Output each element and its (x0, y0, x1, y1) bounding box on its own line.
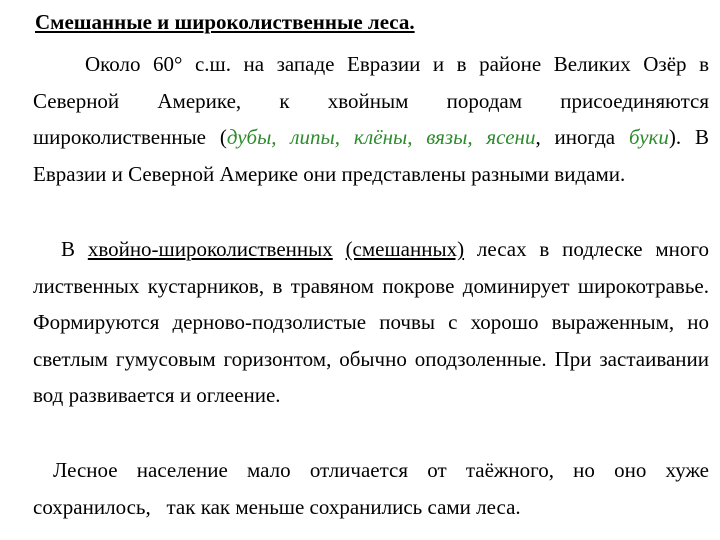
beech-term: буки (628, 125, 669, 149)
paragraph-mixed-rest: лесах в подлеске много лиственных кустарников, в травяном покрове доминирует широкотравье. Формируются дерново-подзолистые почвы с хорошо выраженным, но светлым гумусовым горизонтом, обычно оподзоленные. При застаивании вод развивается и оглеение. (33, 237, 709, 407)
paragraph-fauna (33, 452, 715, 525)
term-coniferous-broadleaf: хвойно-широколиственных (87, 237, 333, 261)
paragraph-intro (33, 46, 709, 192)
tree-species-list: дубы, липы, клёны, вязы, ясени (226, 125, 536, 149)
paragraph-intro-middle: , иногда (535, 125, 629, 149)
paragraph-fauna-text: Лесное население мало отличается от таёжного, но оно хуже сохранилось, так как меньше сохранились сами леса. (33, 458, 715, 519)
paragraph-mixed-space (333, 237, 346, 261)
term-mixed: (смешанных) (345, 237, 465, 261)
paragraph-mixed-start: В (61, 237, 88, 261)
paragraph-intro-text: Около 60° с.ш. на западе Евразии и в районе Великих Озёр в Северной Америке, к хвойным породам присоединяются широколиственные ( (33, 52, 709, 149)
paragraph-mixed-forests (33, 231, 709, 414)
paragraph-intro-end: ). В Евразии и Северной Америке они представлены разными видами. (33, 125, 709, 186)
section-title: Смешанные и широколиственные леса. (35, 10, 415, 34)
